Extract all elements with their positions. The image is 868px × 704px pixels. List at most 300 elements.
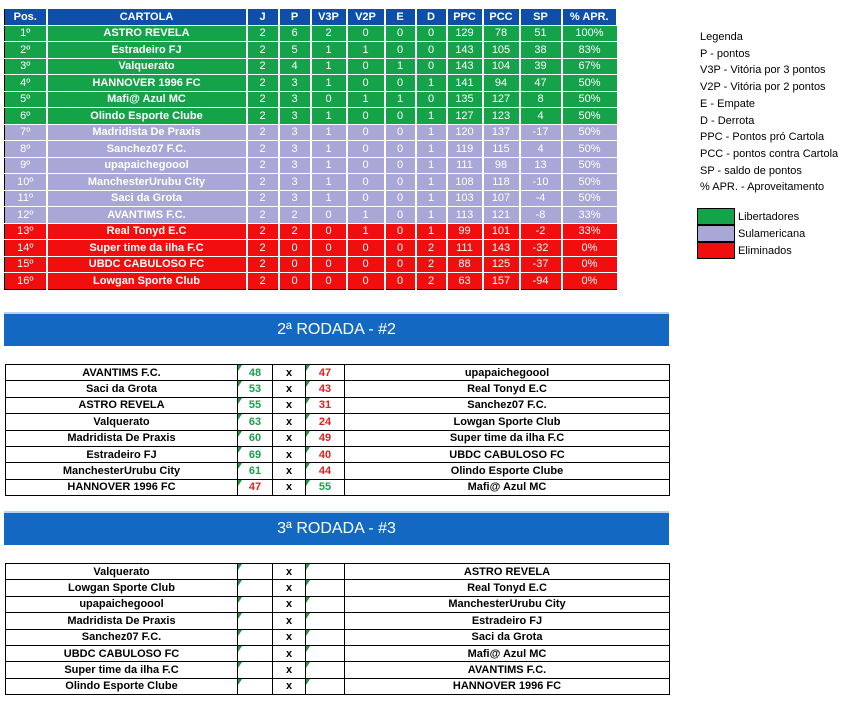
stat-cell: 63 (447, 273, 483, 290)
stat-cell: 1 (347, 223, 385, 240)
stat-cell: 9º (5, 157, 47, 174)
standings-row (5, 273, 617, 290)
legend-item: P - pontos (700, 47, 750, 60)
match-row (6, 365, 670, 381)
team-name: Olindo Esporte Clube (47, 108, 247, 125)
legend-item: SP - saldo de pontos (700, 164, 802, 177)
stat-cell: 0 (347, 256, 385, 273)
versus-separator: x (273, 414, 306, 430)
standings-row (5, 157, 617, 174)
match-row (6, 446, 670, 462)
stat-cell: 0 (347, 141, 385, 158)
match-row (6, 678, 670, 694)
standings-row (5, 58, 617, 75)
away-team: AVANTIMS F.C. (345, 662, 670, 678)
home-score (238, 645, 273, 661)
stat-cell: 0% (562, 273, 617, 290)
match-row (6, 414, 670, 430)
home-team: Madridista De Praxis (6, 430, 238, 446)
stat-cell: 2 (416, 240, 447, 257)
legend-item: V3P - Vitória por 3 pontos (700, 64, 826, 77)
stat-cell: 6º (5, 108, 47, 125)
zone-label-sulamericana: Sulamericana (738, 227, 806, 240)
stat-cell: 143 (447, 58, 483, 75)
standings-row (5, 190, 617, 207)
stat-cell: 1 (311, 141, 347, 158)
zone-key-row (697, 208, 805, 225)
team-name: Valquerato (47, 58, 247, 75)
away-score (306, 662, 345, 678)
stat-cell: 1 (385, 91, 416, 108)
stat-cell: 12º (5, 207, 47, 224)
home-team: HANNOVER 1996 FC (6, 479, 238, 495)
stat-cell: 50% (562, 108, 617, 125)
versus-separator: x (273, 446, 306, 462)
stat-cell: 125 (483, 256, 520, 273)
stat-cell: 2 (247, 240, 279, 257)
legend-item: E - Empate (700, 97, 756, 110)
stat-cell: 0 (385, 157, 416, 174)
stat-cell: 3 (279, 108, 311, 125)
standings-row (5, 174, 617, 191)
stat-cell: 33% (562, 207, 617, 224)
stat-cell: 38 (520, 42, 562, 59)
stat-cell: 0 (311, 273, 347, 290)
legend-title: Legenda (700, 31, 743, 43)
home-score: 69 (238, 446, 273, 462)
stat-cell: 39 (520, 58, 562, 75)
column-header: D (416, 9, 447, 26)
stat-cell: 5º (5, 91, 47, 108)
stat-cell: -10 (520, 174, 562, 191)
team-name: Super time da ilha F.C (47, 240, 247, 257)
team-name: ASTRO REVELA (47, 25, 247, 42)
zone-swatch-libertadores (697, 208, 735, 225)
versus-separator: x (273, 365, 306, 381)
stat-cell: 3 (279, 124, 311, 141)
versus-separator: x (273, 580, 306, 596)
stat-cell: 0 (347, 75, 385, 92)
away-team: Olindo Esporte Clube (345, 463, 670, 479)
stat-cell: 111 (447, 240, 483, 257)
stat-cell: 0 (385, 141, 416, 158)
stat-cell: -17 (520, 124, 562, 141)
column-header: SP (520, 9, 562, 26)
stat-cell: 47 (520, 75, 562, 92)
match-row (6, 430, 670, 446)
stat-cell: 50% (562, 174, 617, 191)
stat-cell: 0 (385, 190, 416, 207)
stat-cell: 0 (385, 240, 416, 257)
away-score (306, 678, 345, 694)
team-name: UBDC CABULOSO FC (47, 256, 247, 273)
home-team: upapaichegoool (6, 596, 238, 612)
match-row (6, 613, 670, 629)
column-header: CARTOLA (47, 9, 247, 26)
stat-cell: 0 (347, 124, 385, 141)
stat-cell: 3 (279, 75, 311, 92)
standings-row (5, 207, 617, 224)
stat-cell: 5 (279, 42, 311, 59)
away-team: UBDC CABULOSO FC (345, 446, 670, 462)
stat-cell: 4 (520, 108, 562, 125)
home-score (238, 564, 273, 580)
stat-cell: 1 (311, 108, 347, 125)
away-team: Lowgan Sporte Club (345, 414, 670, 430)
away-team: Mafi@ Azul MC (345, 645, 670, 661)
stat-cell: 105 (483, 42, 520, 59)
stat-cell: 0 (385, 223, 416, 240)
stat-cell: 7º (5, 124, 47, 141)
stat-cell: 94 (483, 75, 520, 92)
away-score: 43 (306, 381, 345, 397)
stat-cell: 121 (483, 207, 520, 224)
standings-header-row (5, 9, 617, 26)
versus-separator: x (273, 381, 306, 397)
away-score (306, 580, 345, 596)
round-banner: 2ª RODADA - #2 (4, 312, 669, 346)
stat-cell: 1 (311, 58, 347, 75)
standings-row (5, 240, 617, 257)
versus-separator: x (273, 564, 306, 580)
stat-cell: 0 (347, 157, 385, 174)
stat-cell: 0% (562, 240, 617, 257)
standings-row (5, 42, 617, 59)
stat-cell: 2 (311, 25, 347, 42)
stat-cell: 0 (385, 25, 416, 42)
team-name: ManchesterUrubu City (47, 174, 247, 191)
stat-cell: 13 (520, 157, 562, 174)
zone-swatch-sulamericana (697, 225, 735, 242)
stat-cell: 99 (447, 223, 483, 240)
column-header: V2P (347, 9, 385, 26)
stat-cell: 108 (447, 174, 483, 191)
stat-cell: 123 (483, 108, 520, 125)
home-score: 55 (238, 397, 273, 413)
stat-cell: 1 (311, 174, 347, 191)
stat-cell: 1 (311, 190, 347, 207)
stat-cell: 2 (247, 141, 279, 158)
stat-cell: 1 (416, 108, 447, 125)
away-team: Real Tonyd E.C (345, 381, 670, 397)
stat-cell: 0 (347, 25, 385, 42)
stat-cell: 1 (416, 223, 447, 240)
stat-cell: 0 (311, 91, 347, 108)
stat-cell: 141 (447, 75, 483, 92)
stat-cell: 1 (416, 174, 447, 191)
stat-cell: 8 (520, 91, 562, 108)
versus-separator: x (273, 645, 306, 661)
stat-cell: 10º (5, 174, 47, 191)
stat-cell: 14º (5, 240, 47, 257)
stat-cell: -37 (520, 256, 562, 273)
home-score: 47 (238, 479, 273, 495)
home-score: 60 (238, 430, 273, 446)
stat-cell: 98 (483, 157, 520, 174)
versus-separator: x (273, 613, 306, 629)
stat-cell: 2º (5, 42, 47, 59)
stat-cell: 0 (385, 207, 416, 224)
zone-swatch-eliminados (697, 242, 735, 259)
away-score: 24 (306, 414, 345, 430)
stat-cell: 0 (385, 174, 416, 191)
versus-separator: x (273, 629, 306, 645)
stat-cell: 2 (279, 207, 311, 224)
legend-item: PPC - Pontos pró Cartola (700, 131, 825, 144)
stat-cell: 2 (247, 157, 279, 174)
standings-row (5, 256, 617, 273)
stat-cell: 1 (311, 42, 347, 59)
home-team: Sanchez07 F.C. (6, 629, 238, 645)
away-score (306, 596, 345, 612)
team-name: AVANTIMS F.C. (47, 207, 247, 224)
column-header: E (385, 9, 416, 26)
stat-cell: 15º (5, 256, 47, 273)
zone-key-row (697, 225, 805, 242)
stat-cell: 1 (311, 124, 347, 141)
stat-cell: 127 (447, 108, 483, 125)
zone-label-eliminados: Eliminados (738, 244, 792, 257)
away-team: Saci da Grota (345, 629, 670, 645)
away-team: Sanchez07 F.C. (345, 397, 670, 413)
stat-cell: 137 (483, 124, 520, 141)
stat-cell: 2 (247, 108, 279, 125)
home-team: ASTRO REVELA (6, 397, 238, 413)
away-score (306, 564, 345, 580)
stat-cell: 50% (562, 75, 617, 92)
legend-item: D - Derrota (700, 114, 755, 127)
stat-cell: 2 (247, 124, 279, 141)
column-header: PCC (483, 9, 520, 26)
standings-row (5, 75, 617, 92)
stat-cell: 157 (483, 273, 520, 290)
home-team: Estradeiro FJ (6, 446, 238, 462)
stat-cell: 4 (279, 58, 311, 75)
round-matches-table (5, 563, 670, 695)
stat-cell: 0% (562, 256, 617, 273)
standings-table (4, 8, 617, 290)
legend (700, 29, 838, 196)
stat-cell: 3 (279, 91, 311, 108)
stat-cell: 0 (416, 25, 447, 42)
team-name: HANNOVER 1996 FC (47, 75, 247, 92)
stat-cell: 2 (247, 58, 279, 75)
home-score (238, 678, 273, 694)
stat-cell: 2 (247, 190, 279, 207)
stat-cell: 0 (279, 256, 311, 273)
standings-row (5, 25, 617, 42)
home-team: Olindo Esporte Clube (6, 678, 238, 694)
home-score (238, 629, 273, 645)
match-row (6, 479, 670, 495)
match-row (6, 397, 670, 413)
versus-separator: x (273, 479, 306, 495)
match-row (6, 564, 670, 580)
stat-cell: 0 (385, 42, 416, 59)
versus-separator: x (273, 463, 306, 479)
stat-cell: 11º (5, 190, 47, 207)
column-header: P (279, 9, 311, 26)
stat-cell: 2 (247, 256, 279, 273)
stat-cell: 6 (279, 25, 311, 42)
stat-cell: 50% (562, 141, 617, 158)
stat-cell: 135 (447, 91, 483, 108)
stat-cell: 0 (385, 256, 416, 273)
stat-cell: 78 (483, 25, 520, 42)
column-header: Pos. (5, 9, 47, 26)
stat-cell: 50% (562, 190, 617, 207)
team-name: Madridista De Praxis (47, 124, 247, 141)
stat-cell: 0 (385, 124, 416, 141)
stat-cell: 67% (562, 58, 617, 75)
stat-cell: 33% (562, 223, 617, 240)
stat-cell: 0 (416, 42, 447, 59)
away-team: HANNOVER 1996 FC (345, 678, 670, 694)
stat-cell: 1 (347, 42, 385, 59)
standings-row (5, 141, 617, 158)
versus-separator: x (273, 430, 306, 446)
stat-cell: 2 (247, 91, 279, 108)
stat-cell: 115 (483, 141, 520, 158)
stat-cell: 0 (385, 273, 416, 290)
zone-key-row (697, 242, 805, 259)
home-team: Lowgan Sporte Club (6, 580, 238, 596)
away-team: ASTRO REVELA (345, 564, 670, 580)
stat-cell: 107 (483, 190, 520, 207)
stat-cell: 0 (347, 58, 385, 75)
home-team: AVANTIMS F.C. (6, 365, 238, 381)
stat-cell: 1 (416, 124, 447, 141)
match-row (6, 662, 670, 678)
column-header: J (247, 9, 279, 26)
stat-cell: 83% (562, 42, 617, 59)
home-team: UBDC CABULOSO FC (6, 645, 238, 661)
stat-cell: 16º (5, 273, 47, 290)
stat-cell: 103 (447, 190, 483, 207)
home-team: Super time da ilha F.C (6, 662, 238, 678)
stat-cell: 1 (416, 190, 447, 207)
stat-cell: 0 (311, 223, 347, 240)
stat-cell: -8 (520, 207, 562, 224)
away-score (306, 645, 345, 661)
away-score: 40 (306, 446, 345, 462)
stat-cell: 2 (279, 223, 311, 240)
team-name: Lowgan Sporte Club (47, 273, 247, 290)
stat-cell: 101 (483, 223, 520, 240)
away-score: 31 (306, 397, 345, 413)
home-team: ManchesterUrubu City (6, 463, 238, 479)
stat-cell: 2 (247, 25, 279, 42)
stat-cell: 1 (416, 157, 447, 174)
stat-cell: 1º (5, 25, 47, 42)
match-row (6, 596, 670, 612)
home-team: Madridista De Praxis (6, 613, 238, 629)
stat-cell: 0 (347, 273, 385, 290)
away-team: ManchesterUrubu City (345, 596, 670, 612)
away-team: Super time da ilha F.C (345, 430, 670, 446)
home-score (238, 580, 273, 596)
stat-cell: 3 (279, 190, 311, 207)
team-name: Saci da Grota (47, 190, 247, 207)
away-score: 55 (306, 479, 345, 495)
round-matches-table (5, 364, 670, 496)
column-header: PPC (447, 9, 483, 26)
standings-row (5, 124, 617, 141)
home-score: 48 (238, 365, 273, 381)
stat-cell: 0 (311, 240, 347, 257)
team-name: Sanchez07 F.C. (47, 141, 247, 158)
stat-cell: 0 (416, 58, 447, 75)
stat-cell: -4 (520, 190, 562, 207)
stat-cell: 0 (311, 207, 347, 224)
column-header: V3P (311, 9, 347, 26)
match-row (6, 381, 670, 397)
stat-cell: 1 (347, 91, 385, 108)
stat-cell: 51 (520, 25, 562, 42)
stat-cell: 1 (347, 207, 385, 224)
stat-cell: 0 (347, 240, 385, 257)
match-row (6, 580, 670, 596)
away-score (306, 613, 345, 629)
home-score (238, 662, 273, 678)
stat-cell: 2 (247, 207, 279, 224)
stat-cell: 2 (416, 273, 447, 290)
legend-item: V2P - Vitória por 2 pontos (700, 81, 826, 94)
stat-cell: 0 (347, 174, 385, 191)
home-score (238, 596, 273, 612)
stat-cell: 143 (447, 42, 483, 59)
stat-cell: 4º (5, 75, 47, 92)
stat-cell: -2 (520, 223, 562, 240)
stat-cell: 0 (385, 75, 416, 92)
stat-cell: 0 (279, 273, 311, 290)
stat-cell: 50% (562, 157, 617, 174)
home-team: Saci da Grota (6, 381, 238, 397)
away-score: 44 (306, 463, 345, 479)
column-header: % APR. (562, 9, 617, 26)
versus-separator: x (273, 678, 306, 694)
stat-cell: 111 (447, 157, 483, 174)
stat-cell: 143 (483, 240, 520, 257)
stat-cell: 13º (5, 223, 47, 240)
away-score: 47 (306, 365, 345, 381)
team-name: Mafi@ Azul MC (47, 91, 247, 108)
stat-cell: 3 (279, 174, 311, 191)
stat-cell: -94 (520, 273, 562, 290)
stat-cell: 113 (447, 207, 483, 224)
stat-cell: 88 (447, 256, 483, 273)
stat-cell: 127 (483, 91, 520, 108)
stat-cell: 1 (385, 58, 416, 75)
home-score: 61 (238, 463, 273, 479)
versus-separator: x (273, 397, 306, 413)
away-team: upapaichegoool (345, 365, 670, 381)
home-score (238, 613, 273, 629)
stat-cell: 2 (247, 223, 279, 240)
away-score (306, 629, 345, 645)
zone-label-libertadores: Libertadores (738, 210, 800, 223)
stat-cell: 1 (311, 157, 347, 174)
stat-cell: 118 (483, 174, 520, 191)
away-score: 49 (306, 430, 345, 446)
versus-separator: x (273, 596, 306, 612)
stat-cell: 50% (562, 124, 617, 141)
away-team: Real Tonyd E.C (345, 580, 670, 596)
stat-cell: 4 (520, 141, 562, 158)
zone-key (697, 208, 805, 259)
stat-cell: 104 (483, 58, 520, 75)
team-name: Real Tonyd E.C (47, 223, 247, 240)
